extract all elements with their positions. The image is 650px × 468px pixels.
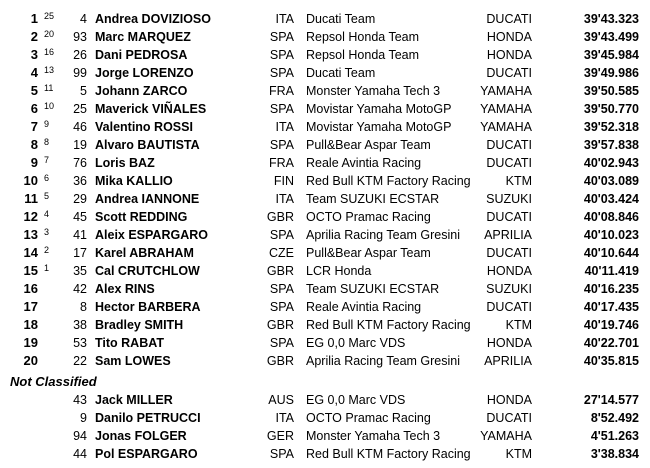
manufacturer: DUCATI <box>486 156 532 170</box>
points: 4 <box>44 209 50 219</box>
manufacturer: DUCATI <box>486 411 532 425</box>
manufacturer: DUCATI <box>486 210 532 224</box>
result-row <box>0 226 650 244</box>
race-time: 40'02.943 <box>583 156 639 170</box>
team-name: Ducati Team <box>306 66 376 80</box>
points: 7 <box>44 155 50 165</box>
points: 3 <box>44 227 50 237</box>
race-time: 40'35.815 <box>583 354 639 368</box>
rider-number: 38 <box>73 318 87 332</box>
points: 16 <box>44 47 55 57</box>
race-time: 39'49.986 <box>583 66 639 80</box>
manufacturer: HONDA <box>486 393 532 407</box>
manufacturer: SUZUKI <box>486 192 532 206</box>
rider-number: 25 <box>73 102 87 116</box>
team-name: Pull&Bear Aspar Team <box>306 246 431 260</box>
rider-number: 9 <box>80 411 87 425</box>
nationality: SPA <box>269 300 294 314</box>
nationality: ITA <box>275 120 294 134</box>
team-name: Repsol Honda Team <box>306 48 420 62</box>
result-row <box>0 190 650 208</box>
nationality: AUS <box>268 393 294 407</box>
manufacturer: KTM <box>505 174 532 188</box>
team-name: Ducati Team <box>306 12 376 26</box>
position: 8 <box>30 137 38 152</box>
rider-name: Alex RINS <box>95 282 155 296</box>
points: 6 <box>44 173 50 183</box>
team-name: Reale Avintia Racing <box>306 156 422 170</box>
not-classified-results <box>0 391 650 463</box>
rider-name: Jorge LORENZO <box>95 66 194 80</box>
nationality: FIN <box>273 174 294 188</box>
result-row <box>0 100 650 118</box>
manufacturer: KTM <box>505 318 532 332</box>
nationality: ITA <box>275 12 294 26</box>
manufacturer: APRILIA <box>484 228 532 242</box>
classified-results <box>0 10 650 370</box>
rider-number: 42 <box>73 282 87 296</box>
team-name: EG 0,0 Marc VDS <box>306 393 406 407</box>
race-time: 40'03.089 <box>583 174 639 188</box>
rider-name: Alvaro BAUTISTA <box>95 138 200 152</box>
team-name: Monster Yamaha Tech 3 <box>306 429 441 443</box>
rider-number: 26 <box>73 48 87 62</box>
result-row <box>0 136 650 154</box>
points: 8 <box>44 137 50 147</box>
rider-number: 76 <box>73 156 87 170</box>
points: 20 <box>44 29 55 39</box>
position: 15 <box>23 263 38 278</box>
manufacturer: HONDA <box>486 264 532 278</box>
points: 13 <box>44 65 55 75</box>
race-time: 39'57.838 <box>583 138 639 152</box>
race-time: 4'51.263 <box>590 429 639 443</box>
race-time: 40'17.435 <box>583 300 639 314</box>
race-time: 40'16.235 <box>583 282 639 296</box>
rider-number: 94 <box>73 429 87 443</box>
team-name: EG 0,0 Marc VDS <box>306 336 406 350</box>
result-row <box>0 316 650 334</box>
rider-number: 19 <box>73 138 87 152</box>
rider-name: Dani PEDROSA <box>95 48 188 62</box>
race-time: 40'11.419 <box>584 264 639 278</box>
points: 10 <box>44 101 55 111</box>
result-row <box>0 64 650 82</box>
race-time: 3'38.834 <box>590 447 639 461</box>
race-time: 39'50.585 <box>583 84 639 98</box>
team-name: Aprilia Racing Team Gresini <box>306 354 460 368</box>
nationality: FRA <box>269 156 294 170</box>
nationality: ITA <box>275 192 294 206</box>
manufacturer: DUCATI <box>486 246 532 260</box>
position: 19 <box>23 335 38 350</box>
position: 17 <box>23 299 38 314</box>
result-row <box>0 46 650 64</box>
result-row <box>0 298 650 316</box>
rider-number: 8 <box>80 300 87 314</box>
nationality: SPA <box>269 447 294 461</box>
manufacturer: YAMAHA <box>480 84 532 98</box>
points: 25 <box>44 11 55 21</box>
race-time: 40'03.424 <box>583 192 639 206</box>
nationality: SPA <box>269 282 294 296</box>
manufacturer: APRILIA <box>484 354 532 368</box>
rider-number: 5 <box>80 84 87 98</box>
race-time: 40'08.846 <box>583 210 639 224</box>
manufacturer: DUCATI <box>486 12 532 26</box>
race-time: 39'43.499 <box>583 30 639 44</box>
manufacturer: KTM <box>505 447 532 461</box>
rider-name: Valentino ROSSI <box>95 120 193 134</box>
position: 14 <box>23 245 38 260</box>
position: 20 <box>23 353 38 368</box>
position: 5 <box>30 83 38 98</box>
result-row <box>0 352 650 370</box>
race-time: 40'19.746 <box>583 318 639 332</box>
race-time: 40'10.023 <box>583 228 639 242</box>
rider-number: 43 <box>73 393 87 407</box>
not-classified-header <box>0 370 650 391</box>
nationality: FRA <box>269 84 294 98</box>
result-row <box>0 244 650 262</box>
rider-name: Cal CRUTCHLOW <box>95 264 200 278</box>
nationality: GBR <box>266 264 294 278</box>
position: 6 <box>30 101 38 116</box>
team-name: LCR Honda <box>306 264 372 278</box>
result-row <box>0 445 650 463</box>
points: 11 <box>44 83 54 93</box>
rider-number: 36 <box>73 174 87 188</box>
manufacturer: SUZUKI <box>486 282 532 296</box>
position: 1 <box>30 11 38 26</box>
result-row <box>0 262 650 280</box>
rider-name: Andrea DOVIZIOSO <box>95 12 211 26</box>
rider-number: 22 <box>73 354 87 368</box>
rider-name: Danilo PETRUCCI <box>95 411 201 425</box>
result-row <box>0 118 650 136</box>
points: 5 <box>44 191 50 201</box>
result-row <box>0 10 650 28</box>
team-name: Reale Avintia Racing <box>306 300 422 314</box>
nationality: SPA <box>269 336 294 350</box>
manufacturer: YAMAHA <box>480 120 532 134</box>
team-name: Red Bull KTM Factory Racing <box>306 174 471 188</box>
result-row <box>0 208 650 226</box>
manufacturer: HONDA <box>486 336 532 350</box>
nationality: CZE <box>269 246 294 260</box>
rider-name: Maverick VIÑALES <box>95 102 207 116</box>
result-row <box>0 28 650 46</box>
rider-number: 45 <box>73 210 87 224</box>
race-time: 39'43.323 <box>583 12 639 26</box>
nationality: SPA <box>269 102 294 116</box>
rider-number: 53 <box>73 336 87 350</box>
race-time: 39'45.984 <box>583 48 639 62</box>
manufacturer: HONDA <box>486 30 532 44</box>
rider-name: Loris BAZ <box>95 156 155 170</box>
race-time: 39'52.318 <box>583 120 639 134</box>
team-name: Team SUZUKI ECSTAR <box>306 282 440 296</box>
team-name: Pull&Bear Aspar Team <box>306 138 431 152</box>
team-name: Aprilia Racing Team Gresini <box>306 228 460 242</box>
rider-number: 29 <box>73 192 87 206</box>
result-row <box>0 82 650 100</box>
race-results-table <box>0 10 650 463</box>
position: 3 <box>30 47 38 62</box>
manufacturer: HONDA <box>486 48 532 62</box>
nationality: SPA <box>269 228 294 242</box>
team-name: Movistar Yamaha MotoGP <box>306 120 452 134</box>
points: 1 <box>44 263 50 273</box>
rider-name: Aleix ESPARGARO <box>95 228 208 242</box>
race-time: 27'14.577 <box>583 393 639 407</box>
nationality: GBR <box>266 354 294 368</box>
team-name: Movistar Yamaha MotoGP <box>306 102 452 116</box>
rider-name: Jonas FOLGER <box>95 429 187 443</box>
result-row <box>0 154 650 172</box>
result-row <box>0 172 650 190</box>
race-time: 8'52.492 <box>590 411 639 425</box>
not-classified-label: Not Classified <box>10 374 97 389</box>
rider-name: Tito RABAT <box>95 336 164 350</box>
manufacturer: YAMAHA <box>480 102 532 116</box>
points: 2 <box>44 245 50 255</box>
rider-name: Hector BARBERA <box>95 300 201 314</box>
nationality: SPA <box>269 66 294 80</box>
position: 11 <box>24 191 38 206</box>
position: 7 <box>30 119 38 134</box>
position: 13 <box>23 227 38 242</box>
result-row <box>0 391 650 409</box>
rider-number: 41 <box>73 228 87 242</box>
rider-name: Andrea IANNONE <box>95 192 200 206</box>
rider-name: Johann ZARCO <box>95 84 188 98</box>
team-name: OCTO Pramac Racing <box>306 411 431 425</box>
result-row <box>0 334 650 352</box>
position: 18 <box>23 317 38 332</box>
manufacturer: DUCATI <box>486 66 532 80</box>
nationality: GBR <box>266 210 294 224</box>
rider-name: Jack MILLER <box>95 393 173 407</box>
rider-name: Karel ABRAHAM <box>95 246 194 260</box>
nationality: SPA <box>269 30 294 44</box>
team-name: Repsol Honda Team <box>306 30 420 44</box>
nationality: ITA <box>275 411 294 425</box>
result-row <box>0 409 650 427</box>
manufacturer: DUCATI <box>486 300 532 314</box>
nationality: GBR <box>266 318 294 332</box>
team-name: Team SUZUKI ECSTAR <box>306 192 440 206</box>
team-name: Monster Yamaha Tech 3 <box>306 84 441 98</box>
position: 10 <box>23 173 38 188</box>
manufacturer: YAMAHA <box>480 429 532 443</box>
position: 2 <box>30 29 38 44</box>
team-name: Red Bull KTM Factory Racing <box>306 447 471 461</box>
rider-number: 93 <box>73 30 87 44</box>
rider-number: 44 <box>73 447 87 461</box>
team-name: OCTO Pramac Racing <box>306 210 431 224</box>
position: 12 <box>23 209 38 224</box>
position: 4 <box>30 65 38 80</box>
points: 9 <box>44 119 50 129</box>
nationality: SPA <box>269 138 294 152</box>
result-row <box>0 280 650 298</box>
nationality: SPA <box>269 48 294 62</box>
rider-name: Scott REDDING <box>95 210 188 224</box>
rider-name: Sam LOWES <box>95 354 171 368</box>
rider-number: 46 <box>73 120 87 134</box>
result-row <box>0 427 650 445</box>
race-time: 39'50.770 <box>583 102 639 116</box>
rider-number: 17 <box>73 246 87 260</box>
position: 9 <box>30 155 38 170</box>
nationality: GER <box>266 429 294 443</box>
rider-name: Pol ESPARGARO <box>95 447 198 461</box>
team-name: Red Bull KTM Factory Racing <box>306 318 471 332</box>
rider-number: 99 <box>73 66 87 80</box>
position: 16 <box>23 281 38 296</box>
race-time: 40'22.701 <box>583 336 639 350</box>
race-time: 40'10.644 <box>583 246 639 260</box>
rider-number: 4 <box>80 12 87 26</box>
manufacturer: DUCATI <box>486 138 532 152</box>
rider-number: 35 <box>73 264 87 278</box>
rider-name: Marc MARQUEZ <box>95 30 191 44</box>
rider-name: Mika KALLIO <box>95 174 173 188</box>
rider-name: Bradley SMITH <box>95 318 184 332</box>
